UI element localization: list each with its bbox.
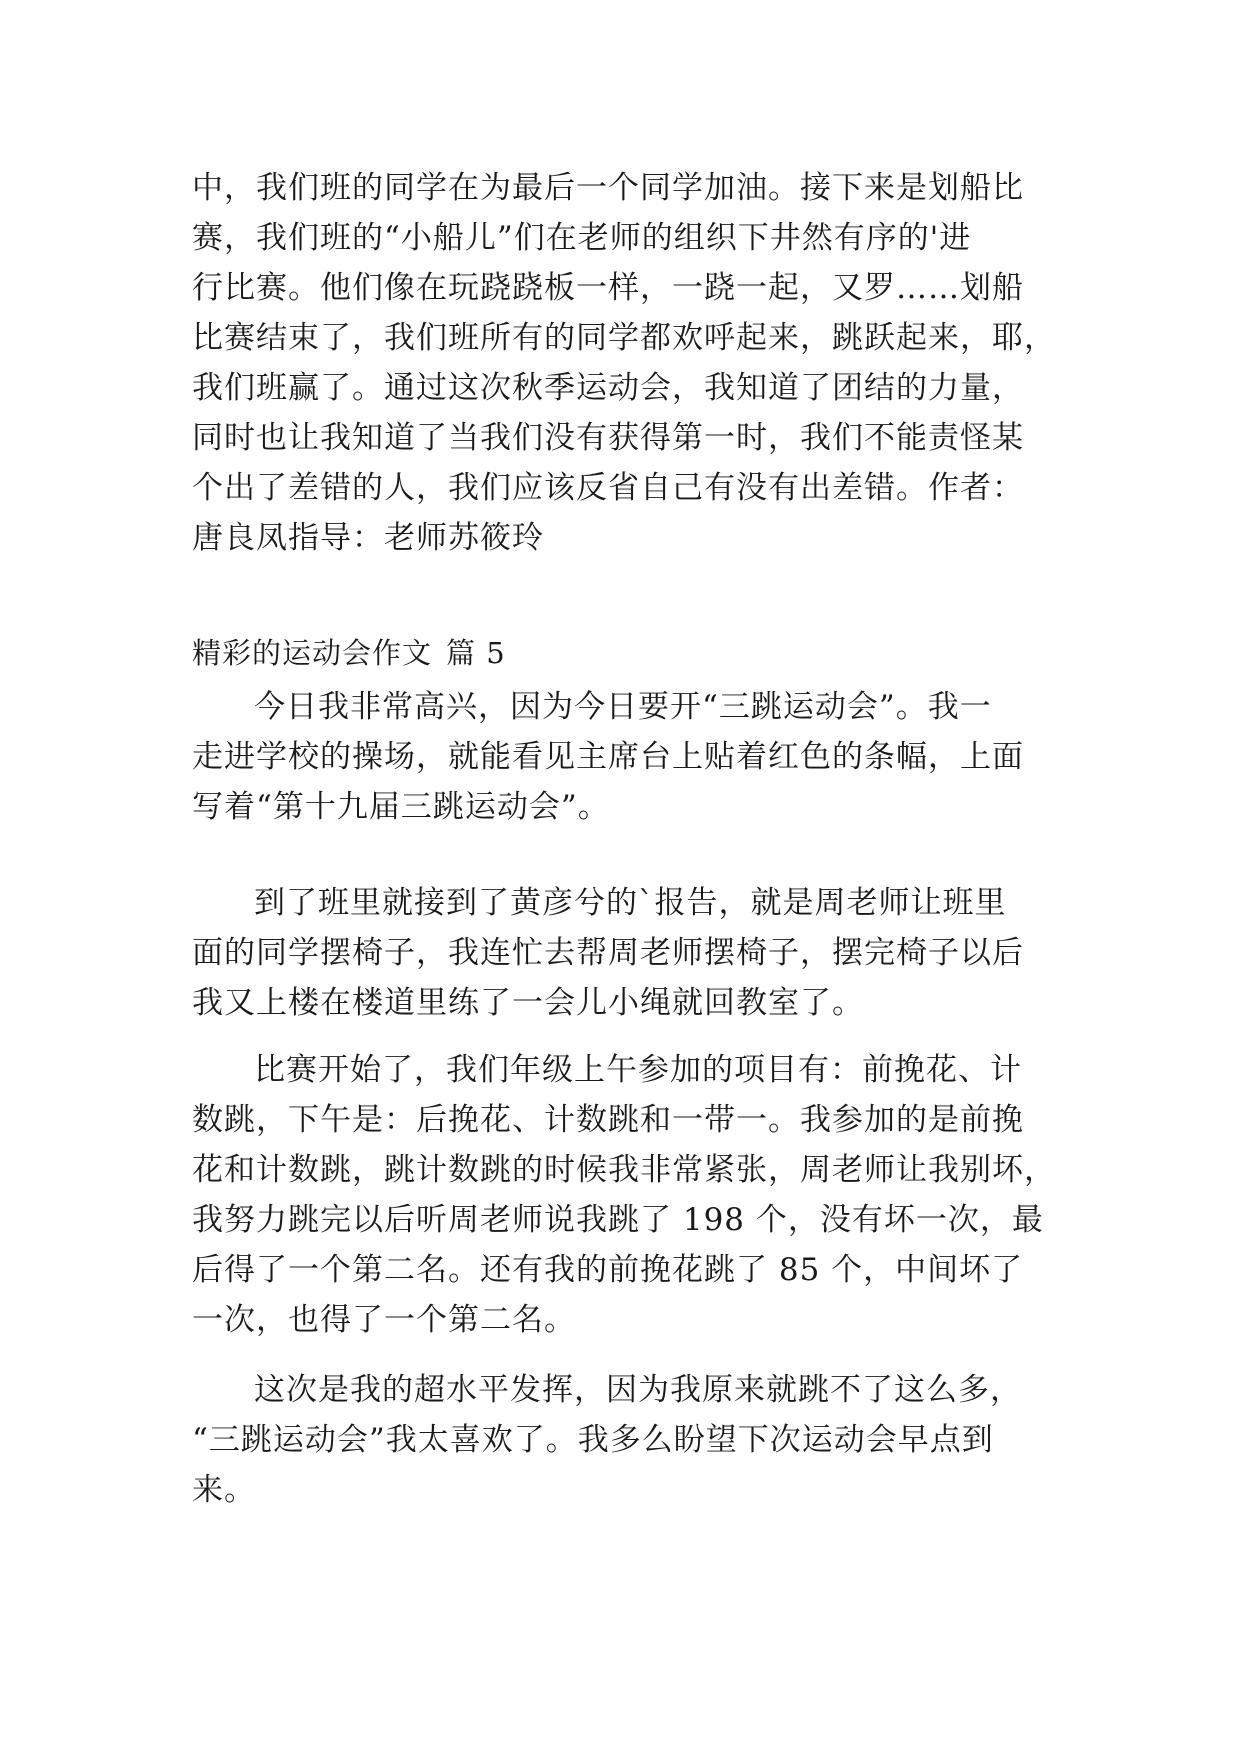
text-line: 今日我非常高兴，因为今日要开“三跳运动会”。我一 bbox=[254, 689, 992, 725]
continuation-paragraph bbox=[192, 163, 1072, 563]
text-line: 后得了一个第二名。还有我的前挽花跳了 85 个，中间坏了 bbox=[192, 1252, 1024, 1288]
section-title: 精彩的运动会作文 bbox=[192, 636, 433, 670]
text-line: 到了班里就接到了黄彦兮的`报告，就是周老师让班里 bbox=[254, 885, 1007, 921]
text-line: 赛，我们班的“小船儿”们在老师的组织下井然有序的'进 bbox=[192, 220, 972, 256]
text-line: 行比赛。他们像在玩跷跷板一样，一跷一起，又罗……划船 bbox=[192, 270, 1024, 306]
paragraph-3 bbox=[192, 1045, 1072, 1345]
text-line: 唐良凤指导：老师苏筱玲 bbox=[192, 520, 544, 556]
text-line: “三跳运动会”我太喜欢了。我多么盼望下次运动会早点到 bbox=[192, 1422, 994, 1458]
text-line: 面的同学摆椅子，我连忙去帮周老师摆椅子，摆完椅子以后 bbox=[192, 935, 1024, 971]
paragraph-2 bbox=[192, 878, 1072, 1028]
text-line: 同时也让我知道了当我们没有获得第一时，我们不能责怪某 bbox=[192, 420, 1024, 456]
text-line: 这次是我的超水平发挥，因为我原来就跳不了这么多， bbox=[254, 1372, 1022, 1408]
text-line: 一次，也得了一个第二名。 bbox=[192, 1302, 576, 1338]
text-line: 走进学校的操场，就能看见主席台上贴着红色的条幅，上面 bbox=[192, 739, 1024, 775]
section-heading bbox=[192, 628, 1072, 678]
text-line: 比赛结束了，我们班所有的同学都欢呼起来，跳跃起来，耶， bbox=[192, 320, 1056, 356]
text-line: 来。 bbox=[192, 1472, 256, 1508]
text-line: 数跳，下午是：后挽花、计数跳和一带一。我参加的是前挽 bbox=[192, 1102, 1024, 1138]
text-line: 我努力跳完以后听周老师说我跳了 198 个，没有坏一次，最 bbox=[192, 1202, 1044, 1238]
text-line: 花和计数跳，跳计数跳的时候我非常紧张，周老师让我别坏， bbox=[192, 1152, 1056, 1188]
text-line: 比赛开始了，我们年级上午参加的项目有：前挽花、计 bbox=[254, 1052, 1022, 1088]
section-number: 篇 5 bbox=[446, 636, 506, 670]
text-line: 我们班赢了。通过这次秋季运动会，我知道了团结的力量， bbox=[192, 370, 1024, 406]
text-line: 个出了差错的人，我们应该反省自己有没有出差错。作者： bbox=[192, 470, 1024, 506]
text-line: 我又上楼在楼道里练了一会儿小绳就回教室了。 bbox=[192, 985, 864, 1021]
paragraph-4 bbox=[192, 1365, 1072, 1515]
paragraph-1 bbox=[192, 682, 1072, 832]
text-line: 中，我们班的同学在为最后一个同学加油。接下来是划船比 bbox=[192, 170, 1024, 206]
text-line: 写着“第十九届三跳运动会”。 bbox=[192, 789, 610, 825]
